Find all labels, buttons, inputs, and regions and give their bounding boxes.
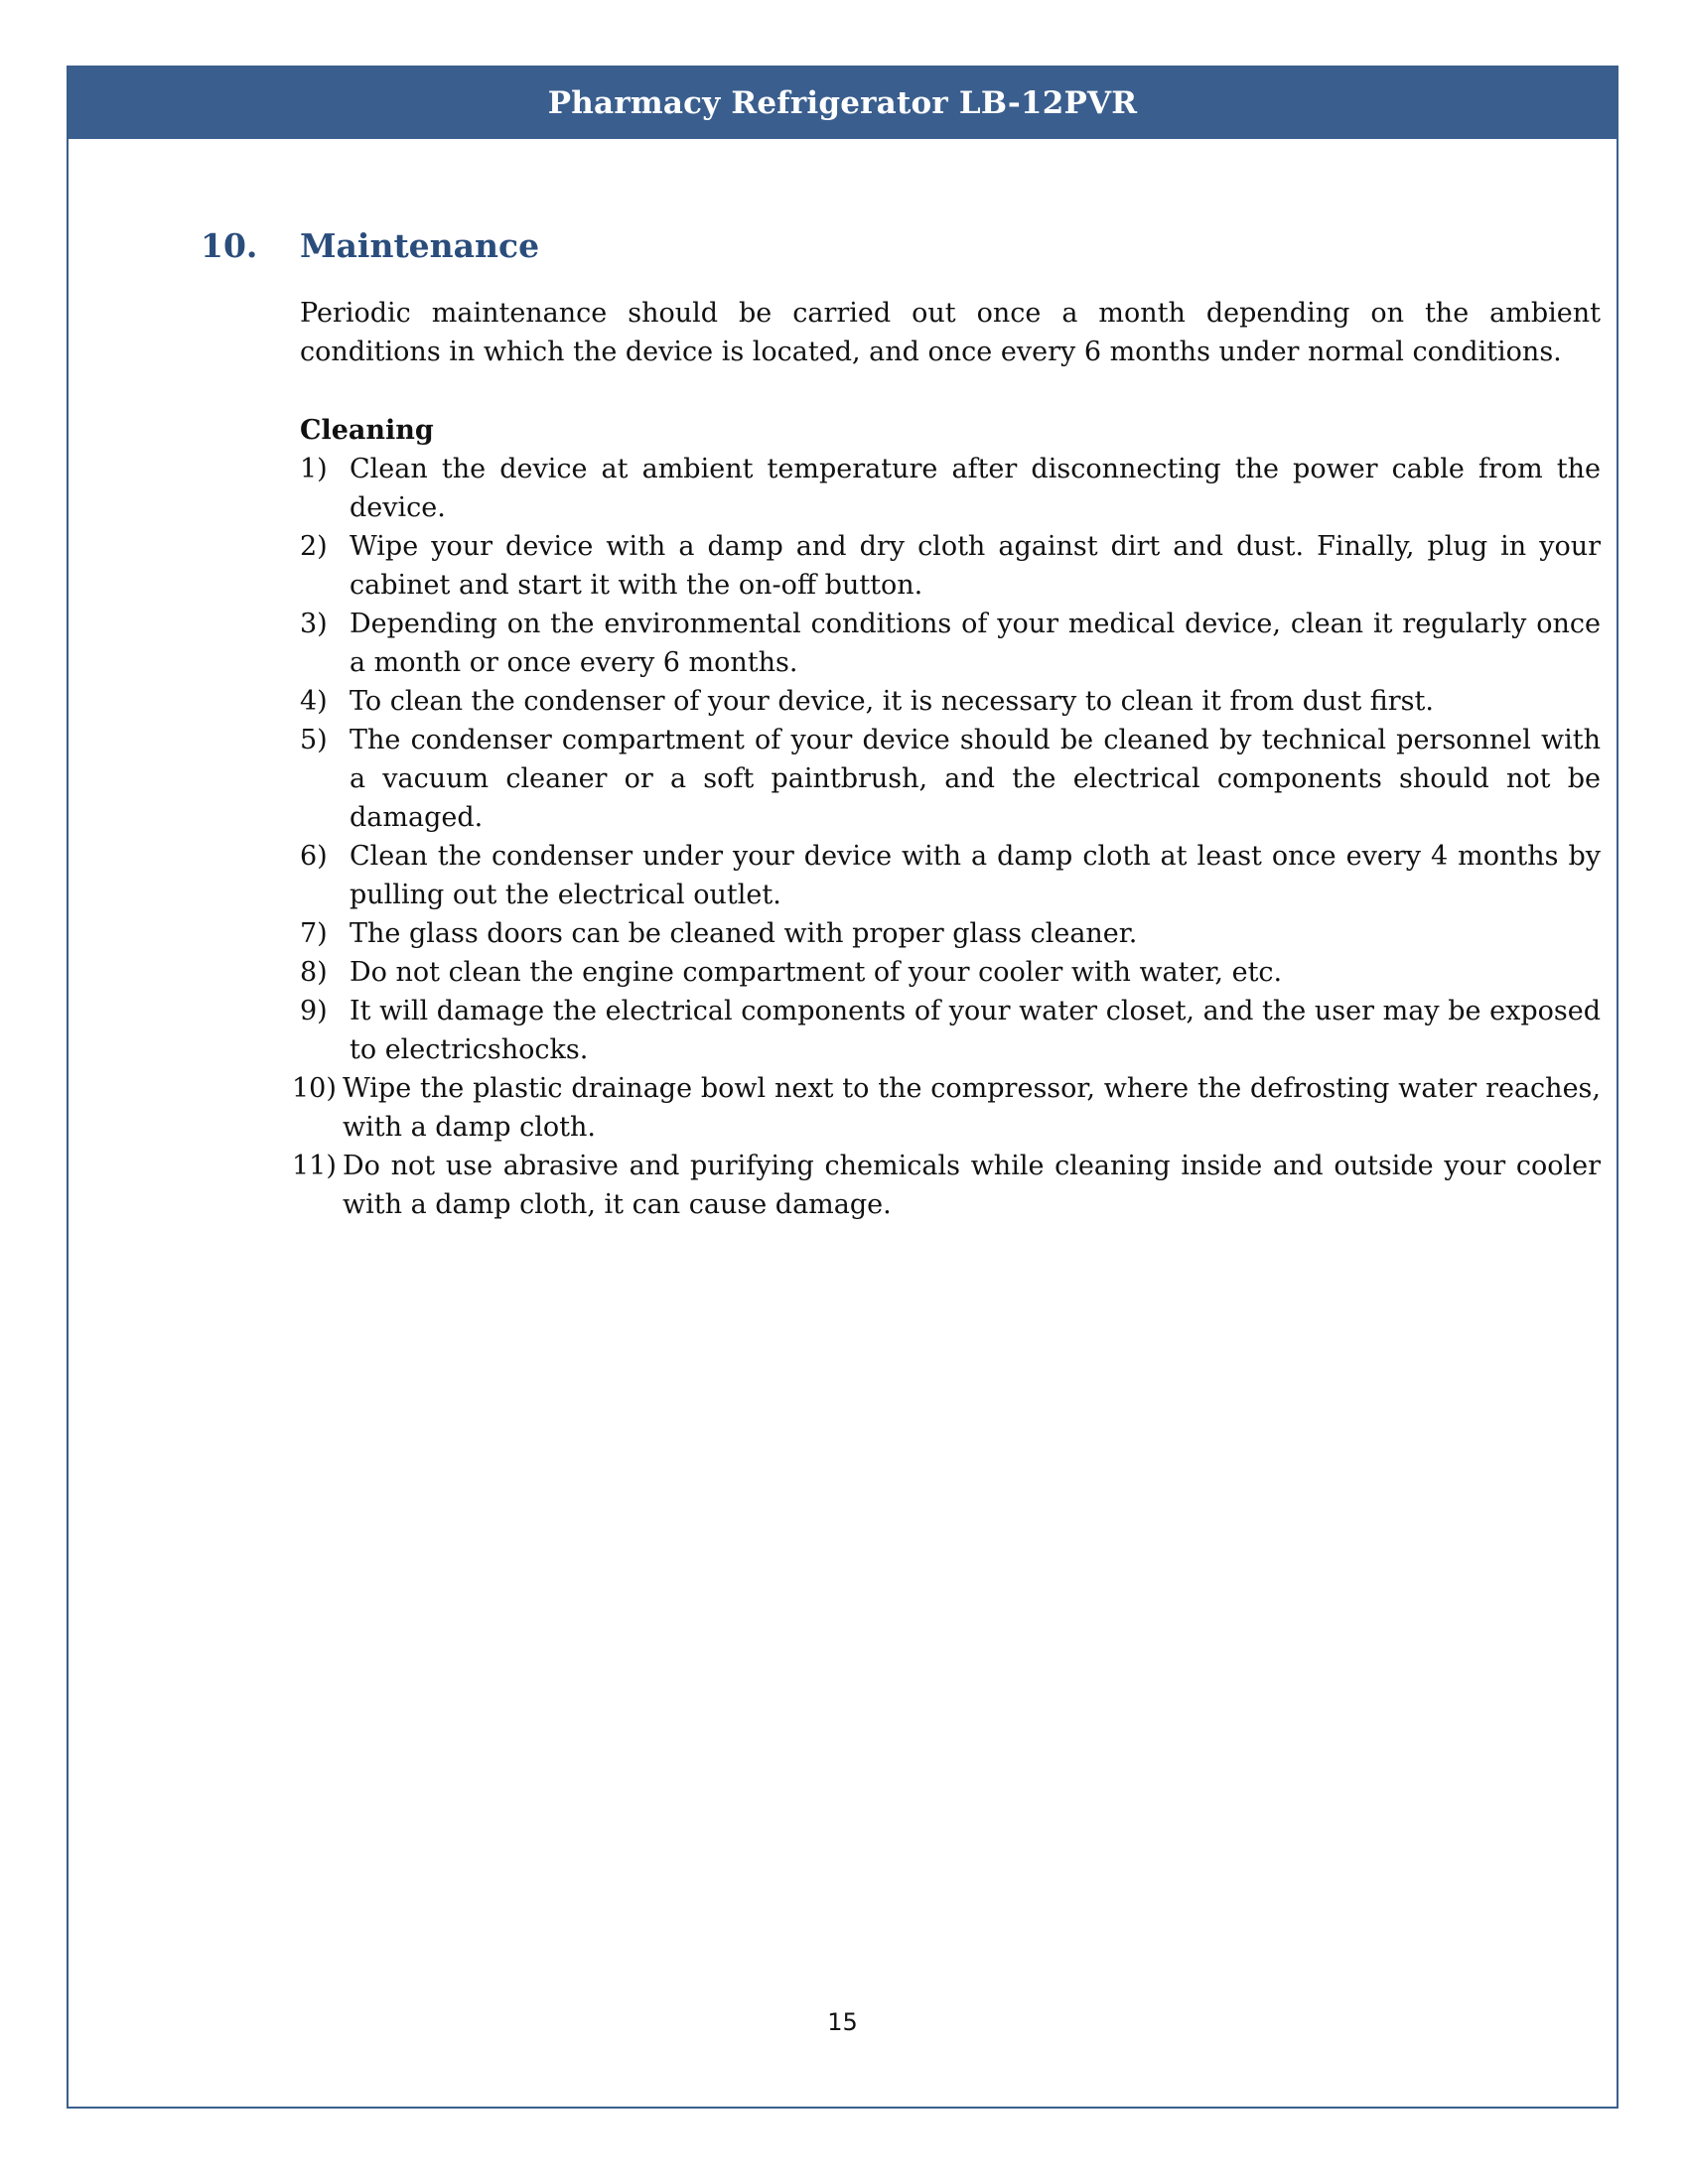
section-heading (201, 226, 539, 265)
list-item-text: Do not clean the engine compartment of your cooler with water, etc. (350, 957, 1283, 988)
list-item-number: 4) (300, 686, 328, 717)
list-item (300, 527, 1601, 605)
section-title: Maintenance (300, 226, 540, 265)
list-item (300, 450, 1601, 527)
list-item-number: 11) (292, 1151, 337, 1181)
list-item (292, 1069, 1601, 1147)
list-item-number: 3) (300, 609, 328, 639)
list-item (292, 1147, 1601, 1224)
header-bar (69, 68, 1617, 139)
page-number: 15 (827, 2008, 858, 2036)
list-item (300, 682, 1601, 721)
section-number: 10. (201, 226, 258, 265)
cleaning-heading: Cleaning (300, 415, 434, 446)
list-item (300, 605, 1601, 682)
document-title: Pharmacy Refrigerator LB-12PVR (547, 85, 1138, 121)
list-item-text: Clean the device at ambient temperature after disconnecting the power cable from the device. (350, 454, 1601, 523)
list-item-number: 2) (300, 531, 328, 562)
list-item (300, 914, 1601, 953)
list-item-number: 10) (292, 1073, 337, 1104)
page-frame (67, 66, 1618, 2109)
list-item (300, 992, 1601, 1069)
list-item-text: The condenser compartment of your device should be cleaned by technical personnel with a vacuum cleaner or a soft paintbrush, and the electrical components should not be damaged. (350, 725, 1601, 833)
list-item-number: 9) (300, 996, 328, 1026)
list-item-text: Wipe the plastic drainage bowl next to the compressor, where the defrosting water reaches, with a damp cloth. (343, 1073, 1601, 1143)
section-content (292, 294, 1601, 1224)
list-item-text: Clean the condenser under your device with a damp cloth at least once every 4 months by pulling out the electrical outlet. (350, 841, 1601, 910)
list-item-text: It will damage the electrical components of your water closet, and the user may be exposed to electricshocks. (350, 996, 1601, 1065)
list-item (300, 837, 1601, 914)
list-item-number: 8) (300, 957, 328, 988)
list-item-number: 6) (300, 841, 328, 872)
list-item (300, 721, 1601, 837)
list-item-text: The glass doors can be cleaned with proper glass cleaner. (350, 918, 1138, 949)
list-item-text: Do not use abrasive and purifying chemicals while cleaning inside and outside your cooler with a damp cloth, it can cause damage. (343, 1151, 1601, 1220)
intro-paragraph: Periodic maintenance should be carried out once a month depending on the ambient conditions in which the device is located, and once every 6 months under normal conditions. (300, 298, 1601, 367)
list-item-text: Depending on the environmental conditions of your medical device, clean it regularly once a month or once every 6 months. (350, 609, 1601, 678)
list-item-number: 1) (300, 454, 328, 484)
cleaning-list (292, 450, 1601, 1224)
list-item-number: 5) (300, 725, 328, 755)
list-item (300, 953, 1601, 992)
list-item-number: 7) (300, 918, 328, 949)
list-item-text: Wipe your device with a damp and dry cloth against dirt and dust. Finally, plug in your cabinet and start it with the on-off button. (350, 531, 1601, 601)
list-item-text: To clean the condenser of your device, it is necessary to clean it from dust first. (350, 686, 1434, 717)
